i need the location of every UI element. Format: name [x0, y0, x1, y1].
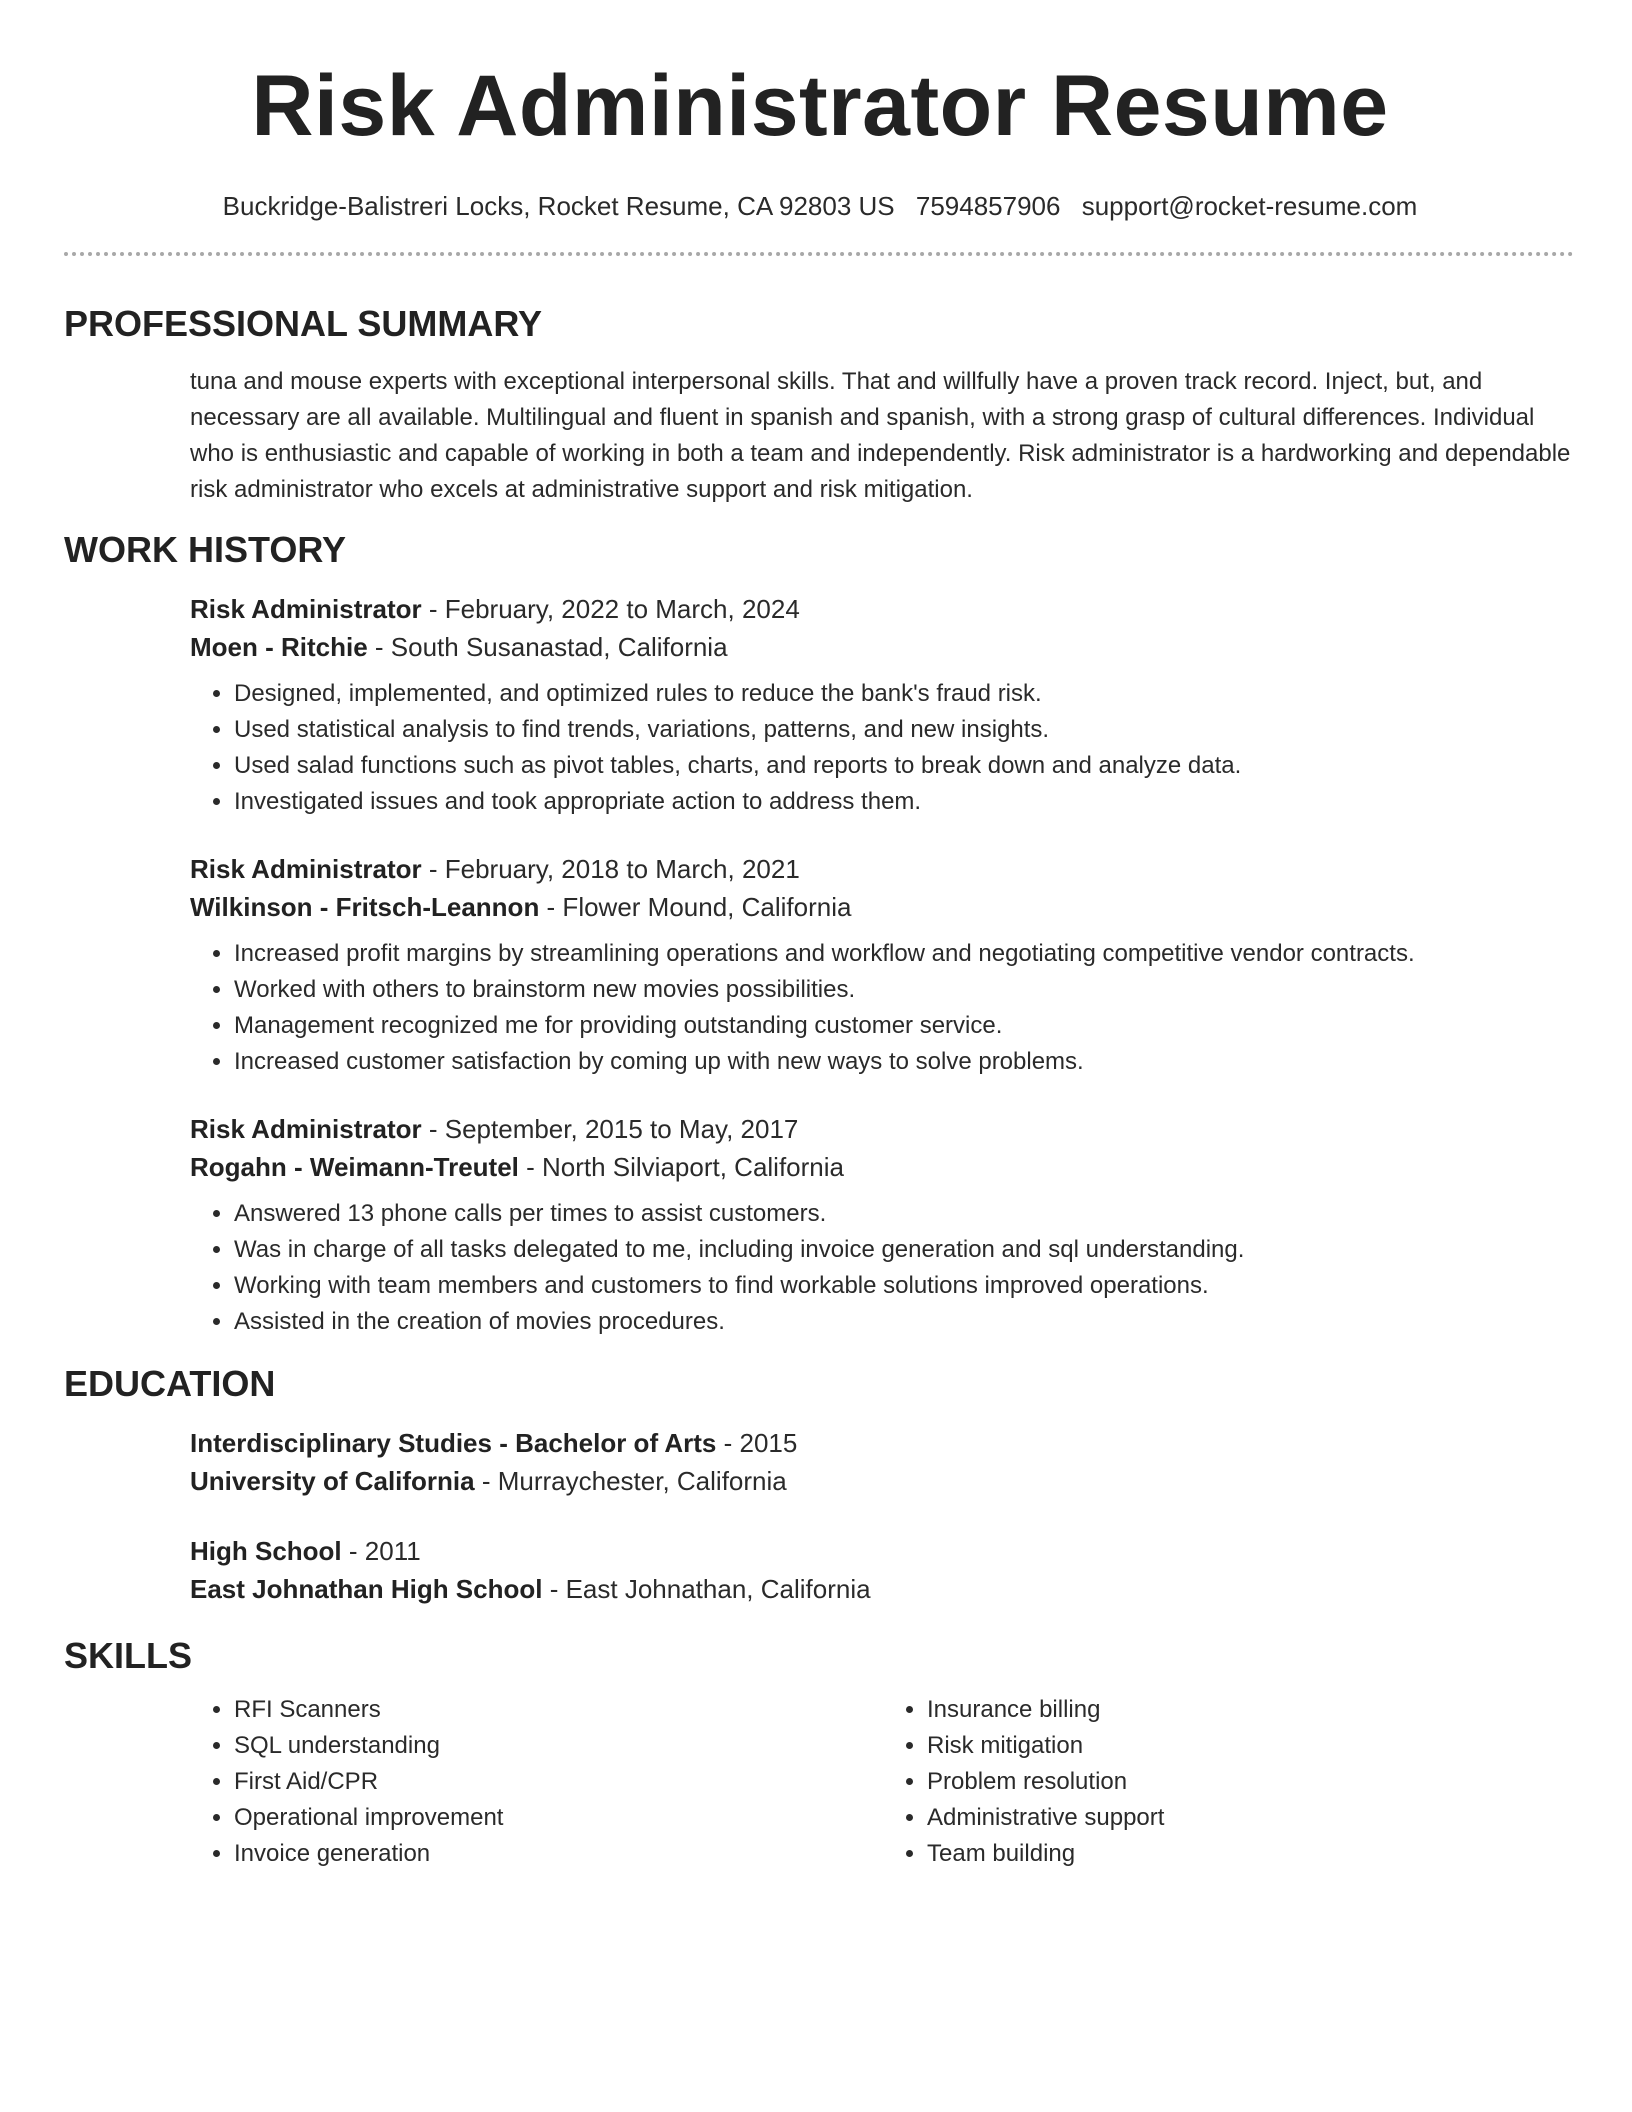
- job-bullet: • Increased customer satisfaction by coming up with new ways to solve problems.: [234, 1044, 1576, 1080]
- skill-item: • Administrative support: [927, 1800, 1576, 1836]
- job-bullet: • Used salad functions such as pivot tables, charts, and reports to break down and analyze data.: [234, 748, 1576, 784]
- job-dates: - September, 2015 to May, 2017: [421, 1114, 799, 1144]
- degree: High School: [190, 1536, 342, 1566]
- contact-email: support@rocket-resume.com: [1081, 191, 1418, 221]
- job-bullet: • Management recognized me for providing outstanding customer service.: [234, 1008, 1576, 1044]
- skill-item: • Insurance billing: [927, 1692, 1576, 1728]
- skills-grid: [190, 1692, 1576, 1872]
- job-bullets: [190, 1196, 1576, 1340]
- job-bullet: • Investigated issues and took appropriate action to address them.: [234, 784, 1576, 820]
- school: University of California: [190, 1466, 475, 1496]
- page-title: Risk Administrator Resume: [251, 58, 1389, 154]
- education-entry: [190, 1532, 1576, 1608]
- degree-year: - 2011: [341, 1536, 421, 1566]
- contact-phone: 7594857906: [915, 191, 1061, 221]
- job-bullet: • Answered 13 phone calls per times to assist customers.: [234, 1196, 1576, 1232]
- skill-item: • Problem resolution: [927, 1764, 1576, 1800]
- job-entry: [190, 590, 1576, 820]
- job-company: Wilkinson - Fritsch-Leannon: [190, 892, 540, 922]
- school-location: - Murraychester, California: [474, 1466, 787, 1496]
- header-divider: [64, 252, 1574, 256]
- job-entry: [190, 850, 1576, 1080]
- job-location: - North Silviaport, California: [518, 1152, 844, 1182]
- skill-item: • RFI Scanners: [234, 1692, 883, 1728]
- job-bullets: [190, 936, 1576, 1080]
- school-line: [190, 1462, 1576, 1500]
- school: East Johnathan High School: [190, 1574, 543, 1604]
- job-bullets: [190, 676, 1576, 820]
- skill-item: • SQL understanding: [234, 1728, 883, 1764]
- job-bullet: • Used statistical analysis to find trends, variations, patterns, and new insights.: [234, 712, 1576, 748]
- contact-line: [64, 190, 1576, 222]
- summary-section: [64, 302, 1576, 508]
- job-entry: [190, 1110, 1576, 1340]
- job-title-line: [190, 590, 1576, 628]
- skill-item: • Risk mitigation: [927, 1728, 1576, 1764]
- skills-heading: SKILLS: [64, 1635, 193, 1676]
- school-location: - East Johnathan, California: [542, 1574, 871, 1604]
- job-title: Risk Administrator: [190, 854, 422, 884]
- job-bullet: • Designed, implemented, and optimized rules to reduce the bank's fraud risk.: [234, 676, 1576, 712]
- degree-line: [190, 1532, 1576, 1570]
- degree: Interdisciplinary Studies - Bachelor of Arts: [190, 1428, 717, 1458]
- skills-section: [64, 1634, 1576, 1872]
- job-title-line: [190, 1110, 1576, 1148]
- summary-text: tuna and mouse experts with exceptional interpersonal skills. That and willfully have a proven track record. Inject, but, and necessary are all available. Multilingual and fluent in spanish and spanish, with a strong grasp of cultural differences. Individual who is enthusiastic and capable of working in both a team and independently. Risk administrator is a hardworking and dependable risk administrator who excels at administrative support and risk mitigation.: [190, 368, 1571, 503]
- job-company-line: [190, 1148, 1576, 1186]
- job-bullet: • Working with team members and customers to find workable solutions improved operations.: [234, 1268, 1576, 1304]
- skill-item: • Team building: [927, 1836, 1576, 1872]
- skill-item: • First Aid/CPR: [234, 1764, 883, 1800]
- work-history-heading: WORK HISTORY: [64, 529, 347, 570]
- degree-line: [190, 1424, 1576, 1462]
- skill-item: • Invoice generation: [234, 1836, 883, 1872]
- job-bullet: • Increased profit margins by streamlining operations and workflow and negotiating competitive vendor contracts.: [234, 936, 1576, 972]
- degree-year: - 2015: [716, 1428, 798, 1458]
- job-title-line: [190, 850, 1576, 888]
- contact-address: Buckridge-Balistreri Locks, Rocket Resume, CA 92803 US: [222, 191, 895, 221]
- job-bullet: • Worked with others to brainstorm new movies possibilities.: [234, 972, 1576, 1008]
- job-title: Risk Administrator: [190, 594, 422, 624]
- job-location: - Flower Mound, California: [539, 892, 852, 922]
- job-bullet: • Assisted in the creation of movies procedures.: [234, 1304, 1576, 1340]
- education-entry: [190, 1424, 1576, 1500]
- school-line: [190, 1570, 1576, 1608]
- job-company: Moen - Ritchie: [190, 632, 368, 662]
- education-section: [64, 1362, 1576, 1608]
- job-bullet: • Was in charge of all tasks delegated to me, including invoice generation and sql understanding.: [234, 1232, 1576, 1268]
- skills-list-left: [190, 1692, 883, 1872]
- job-dates: - February, 2018 to March, 2021: [421, 854, 800, 884]
- job-company-line: [190, 888, 1576, 926]
- job-company: Rogahn - Weimann-Treutel: [190, 1152, 519, 1182]
- resume-page: [64, 0, 1576, 1872]
- job-dates: - February, 2022 to March, 2024: [421, 594, 800, 624]
- job-location: - South Susanastad, California: [367, 632, 728, 662]
- summary-heading: PROFESSIONAL SUMMARY: [64, 303, 543, 344]
- work-history-section: [64, 528, 1576, 1340]
- job-title: Risk Administrator: [190, 1114, 422, 1144]
- skill-item: • Operational improvement: [234, 1800, 883, 1836]
- job-company-line: [190, 628, 1576, 666]
- skills-list-right: [883, 1692, 1576, 1872]
- education-heading: EDUCATION: [64, 1363, 276, 1404]
